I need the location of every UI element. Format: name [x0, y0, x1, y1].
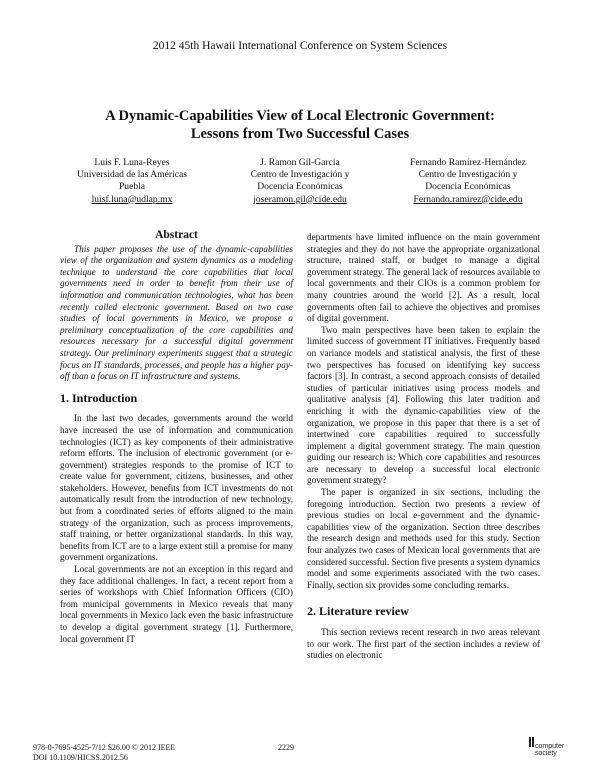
body-paragraph-1: departments have limited influence on the main government strategies and they do not have the appropriate organizational structure, trained staff, or budget to manage a digital government strategy. The general lack of resources available to local governments and their CIOs is a common problem for many countries around the world [2]. As a result, local governments often fail to achieve the objectives and promises of digital government.	[307, 232, 540, 324]
right-column	[307, 232, 540, 662]
author-affiliation: Centro de Investigación y	[250, 169, 350, 181]
logo-text-line-2: society	[535, 750, 557, 757]
author-affiliation-2: Docencia Económicas	[257, 181, 343, 193]
footer-copyright	[33, 743, 175, 763]
author-block-3	[368, 157, 568, 206]
section-2-heading: 2. Literature review	[307, 604, 409, 619]
author-affiliation: Universidad de las Américas	[76, 169, 188, 181]
abstract-text: This paper proposes the use of the dynamic-capabilities view of the organization and system dynamics as a modeling technique to understand the core capabilities that local governments need in order to benefit from their use of information and communication technologies, what has been recently called electronic government. Based on two case studies of local governments in Mexico, we propose a preliminary conceptualization of the core capabilities and resources necessary for a successful digital government strategy. Our preliminary experiments suggest that a strategic focus on IT standards, processes, and people has a higher pay-off than a focus on IT infrastructure and systems.	[60, 243, 293, 382]
title-line-1: A Dynamic-Capabilities View of Local Electronic Government:	[105, 108, 495, 124]
author-affiliation: Centro de Investigación y	[418, 169, 518, 181]
logo-bar-icon	[532, 737, 534, 747]
literature-paragraph-1: This section reviews recent research in two areas relevant to our work. The first part of the section includes a review of studies on electronic	[307, 627, 540, 661]
logo-text	[535, 743, 564, 757]
author-email[interactable]: joseramon.gil@cide.edu	[253, 193, 347, 205]
body-paragraph-2: Two main perspectives have been taken to explain the limited success of government IT initiatives. Frequently based on variance models and statistical analysis, the first of these two perspectives has focused on identifying key success factors [3]. In contrast, a second approach consists of detailed studies of particular initiatives using process models and qualitative analysis [4]. Following this later tradition and enriching it with the dynamic-capabilities view of the organization, we propose in this paper that there is a set of intertwined core capabilities required to successfully implement a digital government strategy. The main question guiding our research is: Which core capabilities and resources are necessary to develop a successful local electronic government strategy?	[307, 324, 540, 486]
author-name: Fernando Ramírez-Hernández	[410, 157, 526, 168]
author-affiliation-2: Puebla	[118, 181, 146, 193]
abstract-heading: Abstract	[155, 229, 198, 241]
logo-text-line-1: computer	[535, 743, 565, 750]
left-column	[60, 230, 293, 645]
author-name: Luis F. Luna-Reyes	[94, 157, 170, 168]
intro-paragraph-1: In the last two decades, governments around the world have increased the use of information and communication technologies (ICT) as key components of their administrative reform efforts. The inclusion of electronic government (or e-government) strategies responds to the promise of ICT to create value for government, citizens, businesses, and other stakeholders. However, benefits from ICT investments do not automatically result from the introduction of new technology, but from a coordinated series of efforts aligned to the main strategy of the organization, such as process improvements, staff training, or better organizational standards. In this way, benefits from ICT are to a large extent still a promise for many government organizations.	[60, 413, 293, 563]
author-email[interactable]: luisf.luna@udlap.mx	[91, 193, 173, 205]
author-affiliation-2: Docencia Económicas	[425, 181, 511, 193]
author-email[interactable]: Fernando.ramirez@cide.edu	[413, 193, 523, 205]
body-paragraph-3: The paper is organized in six sections, including the foregoing introduction. Section two presents a review of previous studies on local e-government and the dynamic-capabilities view of the organization. Section three describes the research design and methods used for this study. Section four analyzes two cases of Mexican local governments that are considered successful. Section five presents a system dynamics model and some experiments associated with the two cases. Finally, section six provides some concluding remarks.	[307, 487, 540, 590]
logo-bar-icon	[529, 737, 531, 747]
paper-title	[0, 107, 600, 143]
footer-doi: DOI 10.1109/HICSS.2012.56	[33, 753, 128, 762]
author-name: J. Ramon Gil-Garcia	[260, 157, 340, 168]
footer-isbn: 978-0-7695-4525-7/12 $26.00 © 2012 IEEE	[33, 743, 176, 752]
intro-paragraph-2: Local governments are not an exception in this regard and they face additional challenges. In fact, a recent report from a series of workshops with Chief Information Officers (CIO) from municipal governments in Mexico reveals that many local governments in Mexico lack even the basic infrastructure to develop a digital government strategy [1]. Furthermore, local government IT	[60, 564, 293, 644]
computer-society-logo	[527, 735, 577, 765]
page-number: 2229	[278, 743, 294, 752]
conference-header: 2012 45th Hawaii International Conference on System Sciences	[152, 40, 448, 52]
section-1-heading: 1. Introduction	[60, 390, 138, 405]
title-line-2: Lessons from Two Successful Cases	[190, 126, 410, 142]
